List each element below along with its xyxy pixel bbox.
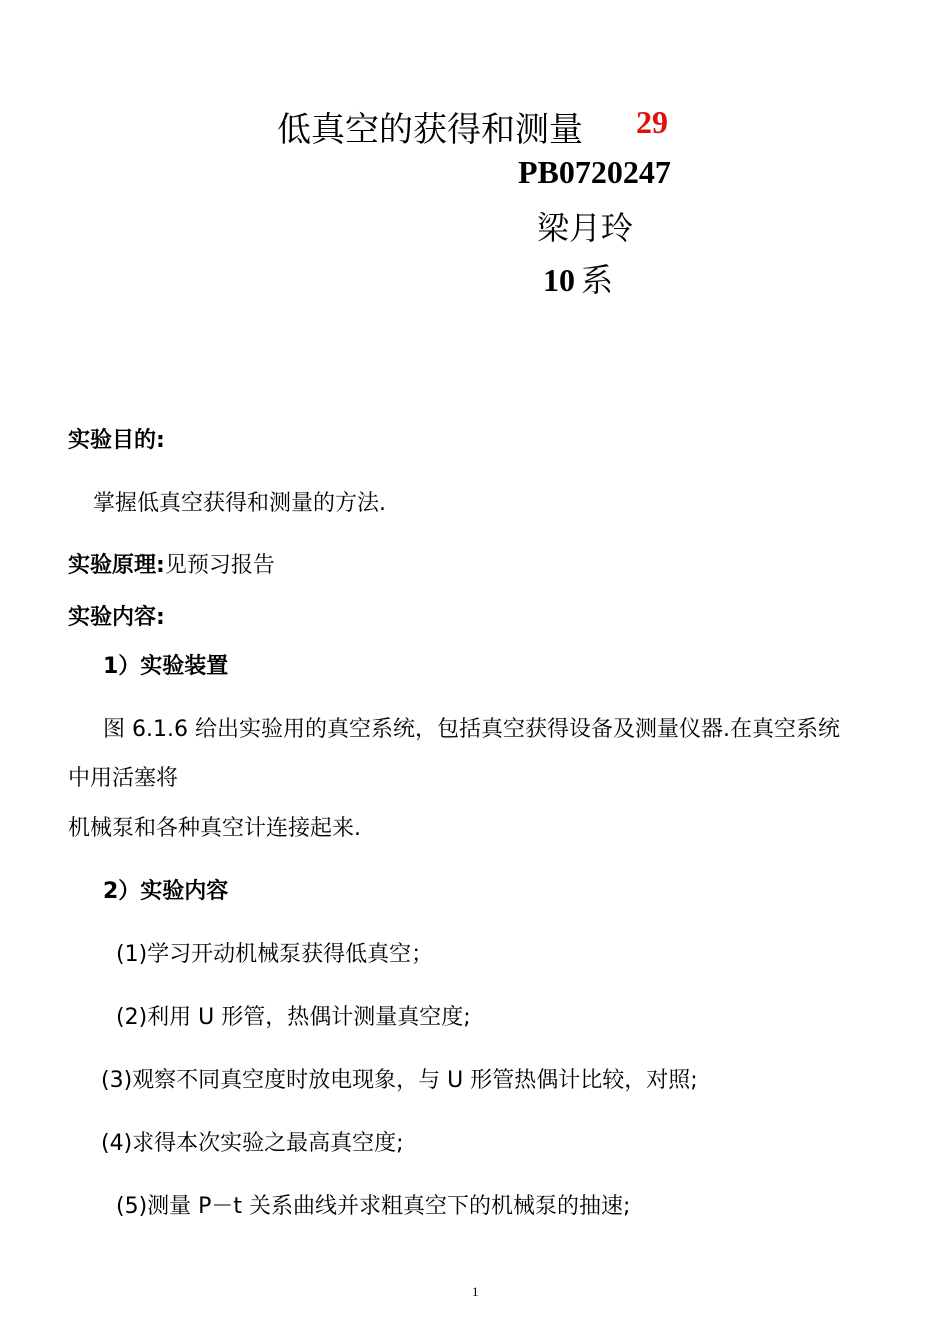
apparatus-line-2: 中用活塞将 [68, 766, 179, 791]
purpose-heading: 实验目的: [68, 428, 165, 453]
principle-heading: 实验原理: [68, 553, 165, 578]
page-title: 低真空的获得和测量 [277, 110, 583, 150]
principle-line [68, 548, 275, 579]
content-heading: 实验内容: [68, 605, 165, 630]
step-item: (2)利用 U 形管，热偶计测量真空度; [116, 1005, 471, 1030]
apparatus-line-3: 机械泵和各种真空计连接起来. [68, 816, 361, 841]
department-number: 10 [543, 262, 575, 298]
step-item: (4)求得本次实验之最高真空度; [101, 1131, 404, 1156]
step-item: (5)测量 P－t 关系曲线并求粗真空下的机械泵的抽速; [116, 1194, 631, 1219]
apparatus-line-1: 图 6.1.6 给出实验用的真空系统，包括真空获得设备及测量仪器.在真空系统 [103, 717, 840, 742]
student-name: 梁月玲 [537, 209, 634, 247]
principle-text: 见预习报告 [164, 553, 275, 578]
apparatus-heading: 1）实验装置 [103, 654, 229, 679]
department [543, 255, 613, 301]
page-number: 1 [472, 1284, 479, 1299]
department-suffix: 系 [581, 261, 614, 299]
student-id: PB0720247 [518, 154, 671, 190]
report-number: 29 [636, 104, 668, 140]
step-item: (3)观察不同真空度时放电现象，与 U 形管热偶计比较，对照; [101, 1068, 698, 1093]
procedure-heading: 2）实验内容 [103, 879, 229, 904]
purpose-text: 掌握低真空获得和测量的方法. [93, 491, 386, 516]
step-item: (1)学习开动机械泵获得低真空； [116, 942, 434, 967]
